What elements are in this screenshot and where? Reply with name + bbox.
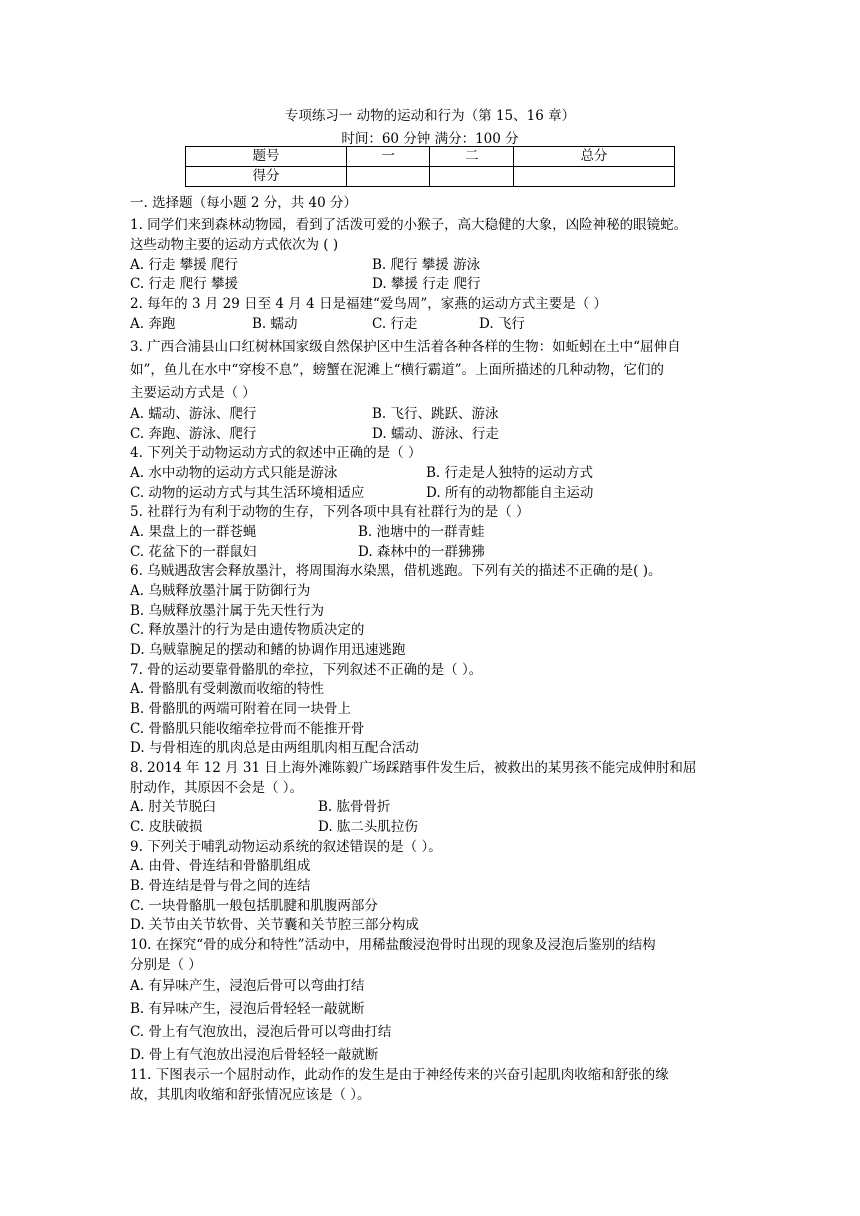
option-c: C. 骨上有气泡放出，浸泡后骨可以弯曲打结 bbox=[130, 1024, 392, 1040]
option-a: A. 有异味产生，浸泡后骨可以弯曲打结 bbox=[130, 978, 365, 994]
score-table-score-row bbox=[186, 167, 675, 187]
option-c: C. 花盆下的一群鼠妇 bbox=[130, 544, 257, 560]
option-c: C. 奔跑、游泳、爬行 bbox=[130, 426, 257, 442]
option-a: A. 水中动物的运动方式只能是游泳 bbox=[130, 465, 338, 481]
score-table-header-row bbox=[186, 147, 675, 167]
option-c: C. 行走 bbox=[372, 316, 418, 332]
option-d: D. 攀援 行走 爬行 bbox=[372, 276, 481, 292]
question-stem: 主要运动方式是（ ） bbox=[130, 385, 256, 401]
option-a: A. 奔跑 bbox=[130, 316, 176, 332]
question-stem: 8. 2014 年 12 月 31 日上海外滩陈毅广场踩踏事件发生后，被救出的某男孩不能完成伸肘和屈 bbox=[130, 760, 697, 776]
question-stem: 11. 下图表示一个屈肘动作，此动作的发生是由于神经传来的兴奋引起肌肉收缩和舒张的缘 bbox=[130, 1067, 669, 1083]
option-b: B. 骨骼肌的两端可附着在同一块骨上 bbox=[130, 701, 352, 717]
score-input-cell[interactable] bbox=[430, 167, 513, 187]
question-stem: 故，其肌肉收缩和舒张情况应该是（ ）。 bbox=[130, 1087, 371, 1103]
score-header-cell: 二 bbox=[430, 147, 513, 167]
question-stem: 9. 下列关于哺乳动物运动系统的叙述错误的是（ ）。 bbox=[130, 839, 442, 855]
section-heading: 一. 选择题（每小题 2 分，共 40 分） bbox=[130, 195, 358, 211]
option-d: D. 骨上有气泡放出浸泡后骨轻轻一敲就断 bbox=[130, 1047, 379, 1063]
option-c: C. 一块骨骼肌一般包括肌腱和肌腹两部分 bbox=[130, 898, 378, 914]
score-header-cell: 总分 bbox=[513, 147, 674, 167]
option-b: B. 行走是人独特的运动方式 bbox=[426, 465, 594, 481]
option-a: A. 肘关节脱臼 bbox=[130, 799, 216, 815]
question-stem: 1. 同学们来到森林动物园，看到了活泼可爱的小猴子，高大稳健的大象，凶险神秘的眼镜蛇。 bbox=[130, 217, 688, 233]
option-b: B. 飞行、跳跃、游泳 bbox=[372, 406, 499, 422]
option-d: D. 飞行 bbox=[479, 316, 525, 332]
option-b: B. 爬行 攀援 游泳 bbox=[372, 257, 481, 273]
question-stem: 如”，鱼儿在水中“穿梭不息”，螃蟹在泥滩上“横行霸道”。上面所描述的几种动物，它们的 bbox=[130, 362, 665, 378]
option-a: A. 蠕动、游泳、爬行 bbox=[130, 406, 257, 422]
option-b: B. 骨连结是骨与骨之间的连结 bbox=[130, 878, 311, 894]
option-a: A. 行走 攀援 爬行 bbox=[130, 257, 238, 273]
option-c: C. 释放墨汁的行为是由遗传物质决定的 bbox=[130, 622, 365, 638]
option-a: A. 由骨、骨连结和骨骼肌组成 bbox=[130, 858, 311, 874]
option-c: C. 行走 爬行 攀援 bbox=[130, 276, 239, 292]
option-b: B. 池塘中的一群青蛙 bbox=[358, 524, 485, 540]
question-stem: 2. 每年的 3 月 29 日至 4 月 4 日是福建“爱鸟周”，家燕的运动方式主要是（ ） bbox=[130, 296, 608, 312]
option-d: D. 乌贼靠腕足的摆动和鳍的协调作用迅速逃跑 bbox=[130, 642, 406, 658]
question-stem: 6. 乌贼遇敌害会释放墨汁，将周围海水染黑，借机逃跑。下列有关的描述不正确的是( )。 bbox=[130, 563, 662, 579]
question-stem: 这些动物主要的运动方式依次为 ( ) bbox=[130, 237, 339, 253]
question-stem: 4. 下列关于动物运动方式的叙述中正确的是（ ） bbox=[130, 445, 422, 461]
option-a: A. 果盘上的一群苍蝇 bbox=[130, 524, 257, 540]
question-stem: 3. 广西合浦县山口红树林国家级自然保护区中生活着各种各样的生物：如蚯蚓在土中“屈伸自 bbox=[130, 339, 681, 355]
option-a: A. 骨骼肌有受刺激而收缩的特性 bbox=[130, 681, 324, 697]
score-input-cell[interactable] bbox=[513, 167, 674, 187]
option-b: B. 乌贼释放墨汁属于先天性行为 bbox=[130, 603, 325, 619]
option-c: C. 动物的运动方式与其生活环境相适应 bbox=[130, 485, 365, 501]
option-d: D. 森林中的一群狒狒 bbox=[358, 544, 485, 560]
option-d: D. 肱二头肌拉伤 bbox=[318, 819, 418, 835]
option-d: D. 与骨相连的肌肉总是由两组肌肉相互配合活动 bbox=[130, 740, 419, 756]
option-a: A. 乌贼释放墨汁属于防御行为 bbox=[130, 583, 311, 599]
option-d: D. 关节由关节软骨、关节囊和关节腔三部分构成 bbox=[130, 917, 419, 933]
score-input-cell[interactable] bbox=[347, 167, 430, 187]
option-d: D. 蠕动、游泳、行走 bbox=[372, 426, 499, 442]
question-stem: 分别是（ ） bbox=[130, 957, 202, 973]
option-c: C. 骨骼肌只能收缩牵拉骨而不能推开骨 bbox=[130, 721, 365, 737]
score-table bbox=[185, 146, 675, 187]
option-b: B. 蠕动 bbox=[252, 316, 298, 332]
score-row-label: 得分 bbox=[186, 167, 347, 187]
question-stem: 7. 骨的运动要靠骨骼肌的牵拉，下列叙述不正确的是（ ）。 bbox=[130, 662, 483, 678]
option-b: B. 有异味产生，浸泡后骨轻轻一敲就断 bbox=[130, 1001, 365, 1017]
score-header-cell: 题号 bbox=[186, 147, 347, 167]
exam-title: 专项练习一 动物的运动和行为（第 15、16 章） bbox=[284, 108, 576, 124]
option-b: B. 肱骨骨折 bbox=[318, 799, 391, 815]
exam-time-score: 时间：60 分钟 满分：100 分 bbox=[341, 131, 519, 147]
question-stem: 5. 社群行为有利于动物的生存，下列各项中具有社群行为的是（ ） bbox=[130, 504, 530, 520]
question-stem: 10. 在探究“骨的成分和特性”活动中，用稀盐酸浸泡骨时出现的现象及浸泡后鉴别的结构 bbox=[130, 937, 656, 953]
question-stem: 肘动作，其原因不会是（ ）。 bbox=[130, 780, 304, 796]
option-c: C. 皮肤破损 bbox=[130, 819, 203, 835]
score-header-cell: 一 bbox=[347, 147, 430, 167]
option-d: D. 所有的动物都能自主运动 bbox=[426, 485, 594, 501]
